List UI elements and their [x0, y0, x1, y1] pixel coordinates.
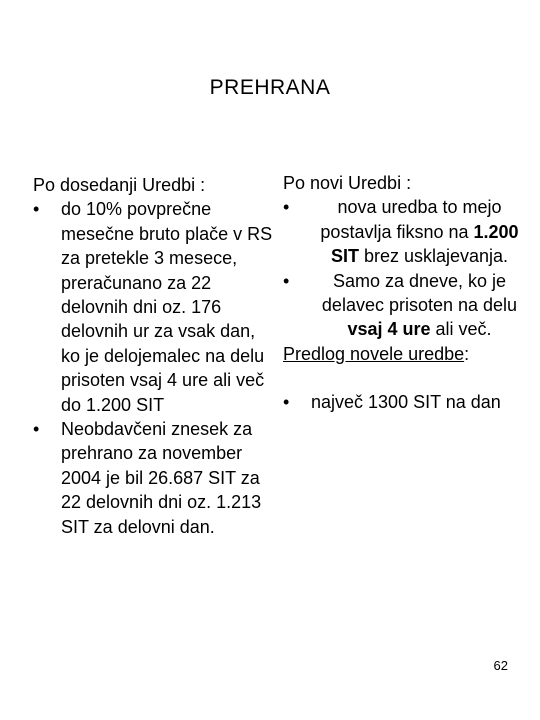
list-item-text	[311, 195, 528, 268]
text-run: Samo za dneve, ko je delavec prisoten na delu	[321, 270, 518, 316]
left-bullet-list	[33, 197, 273, 539]
page-title: PREHRANA	[209, 76, 331, 99]
page-number: 62	[493, 658, 508, 673]
list-item	[283, 269, 528, 342]
left-heading: Po dosedanji Uredbi :	[33, 175, 206, 195]
right-heading: Po novi Uredbi :	[283, 173, 412, 193]
bullet-icon: •	[283, 197, 290, 218]
bullet-icon: •	[283, 270, 290, 291]
proposal-colon: :	[464, 343, 470, 364]
left-column	[33, 173, 273, 539]
proposal-label: Predlog novele uredbe	[283, 343, 465, 364]
bold-duration: vsaj 4 ure	[347, 319, 431, 340]
list-item-text: Neobdavčeni znesek za prehrano za november 2004 je bil 26.687 SIT za 22 delovnih dni oz. 1.213 SIT za delovni dan.	[61, 419, 262, 537]
text-run: ali več.	[430, 319, 492, 340]
list-item	[283, 195, 528, 268]
proposal-bullet-list	[283, 390, 528, 414]
bullet-icon: •	[33, 419, 40, 440]
bullet-icon: •	[33, 199, 40, 220]
list-item-text: največ 1300 SIT na dan	[311, 392, 501, 413]
proposal-heading	[283, 342, 528, 366]
list-item	[33, 197, 273, 417]
list-item-text: do 10% povprečne mesečne bruto plače v RS za pretekle 3 mesece, preračunano za 22 delovnih dni oz. 176 delovnih ur za vsak dan, ko je delojemalec na delu prisoten vsaj 4 ure ali več do 1.200 SIT	[61, 199, 273, 415]
list-item-text	[311, 269, 528, 342]
text-run: brez usklajevanja.	[358, 246, 509, 267]
list-item	[33, 417, 273, 539]
right-column	[283, 171, 528, 415]
bullet-icon: •	[283, 392, 290, 413]
spacer	[283, 366, 528, 390]
right-bullet-list	[283, 195, 528, 341]
text-run: nova uredba to mejo postavlja fiksno na	[320, 197, 502, 242]
bold-amount: 1.200 SIT	[330, 221, 519, 267]
list-item	[283, 390, 528, 414]
